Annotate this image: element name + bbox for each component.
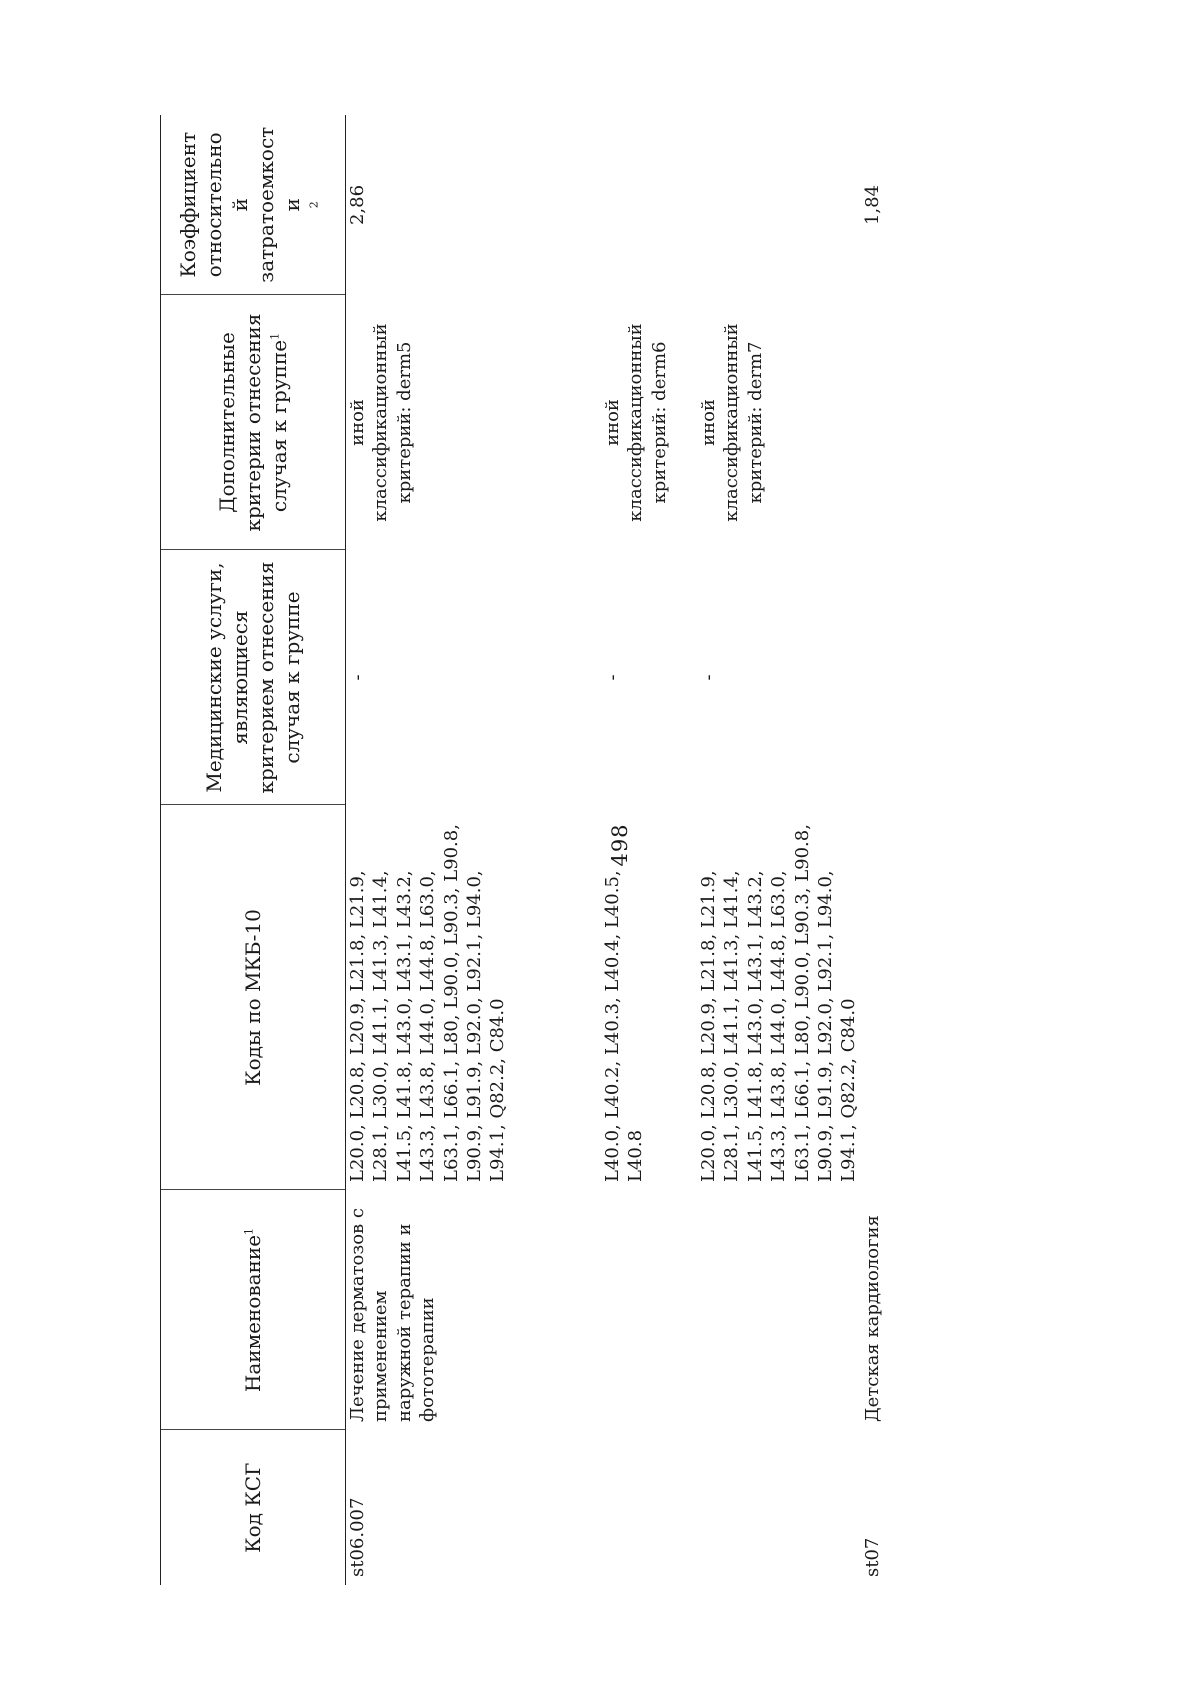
cell-code: st07 (861, 1537, 883, 1577)
cell-services: - (347, 674, 368, 681)
cell-code (601, 1430, 697, 1585)
ksg-table (160, 115, 884, 1585)
header-medical-services: Медицинские услуги, являющиеся критерием отнесения случая к группе (161, 550, 346, 805)
header-icd-codes: Коды по МКБ-10 (161, 805, 346, 1190)
rotated-table-container (160, 115, 883, 1585)
cell-services (861, 550, 884, 805)
header-ksg-code: Код КСГ (161, 1430, 346, 1585)
cell-criteria: иной классификационный критерий: derm7 (698, 323, 766, 522)
cell-coefficient (697, 115, 861, 295)
cell-icd: L20.0, L20.8, L20.9, L21.8, L21.9, L28.1, L30.0, L41.1, L41.3, L41.4, L41.5, L41.8, L43.0, L43.1, L43.2, L43.3, L43.8, L44.0, L44.8, L63.0, L63.1, L66.1, L80, L90.0, L90.3, L90.8, L90.9, L91.9, L92.0, L92.1, L94.0, L94.1, Q82.2, C84.0 (698, 824, 860, 1182)
cell-icd (861, 805, 884, 1190)
table-row (601, 115, 697, 1585)
cell-coefficient (601, 115, 697, 295)
table-header-row (161, 115, 346, 1585)
cell-name: Лечение дерматозов с применением наружной терапии и фототерапии (347, 1208, 439, 1422)
header-cost-coefficient: Коэффициент относительно й затратоемкост и $^2$ (161, 115, 346, 295)
cell-name: Детская кардиология (861, 1215, 883, 1422)
cell-code (697, 1430, 861, 1585)
cell-icd: L40.0, L40.2, L40.3, L40.4, L40.5, L40.8 (602, 870, 647, 1182)
cell-name (697, 1190, 861, 1430)
cell-criteria (861, 295, 884, 550)
cell-services: - (602, 674, 623, 681)
cell-coefficient: 1,84 (861, 184, 883, 226)
header-name: Наименование$^1$ (161, 1190, 346, 1430)
page-number: 498 (608, 823, 632, 867)
header-additional-criteria: Дополнительные критерии отнесения случая к группе$^1$ (161, 295, 346, 550)
cell-coefficient: 2,86 (347, 184, 368, 226)
table-row (861, 115, 884, 1585)
cell-name (601, 1190, 697, 1430)
cell-services: - (698, 674, 719, 681)
table-row (346, 115, 602, 1585)
table-row (697, 115, 861, 1585)
cell-criteria: иной классификационный критерий: derm6 (602, 323, 670, 522)
cell-criteria: иной классификационный критерий: derm5 (347, 323, 415, 522)
cell-code: st06.007 (347, 1497, 368, 1577)
cell-icd: L20.0, L20.8, L20.9, L21.8, L21.9, L28.1, L30.0, L41.1, L41.3, L41.4, L41.5, L41.8, L43.0, L43.1, L43.2, L43.3, L43.8, L44.0, L44.8, L63.0, L63.1, L66.1, L80, L90.0, L90.3, L90.8, L90.9, L91.9, L92.0, L92.1, L94.0, L94.1, Q82.2, C84.0 (347, 824, 509, 1182)
